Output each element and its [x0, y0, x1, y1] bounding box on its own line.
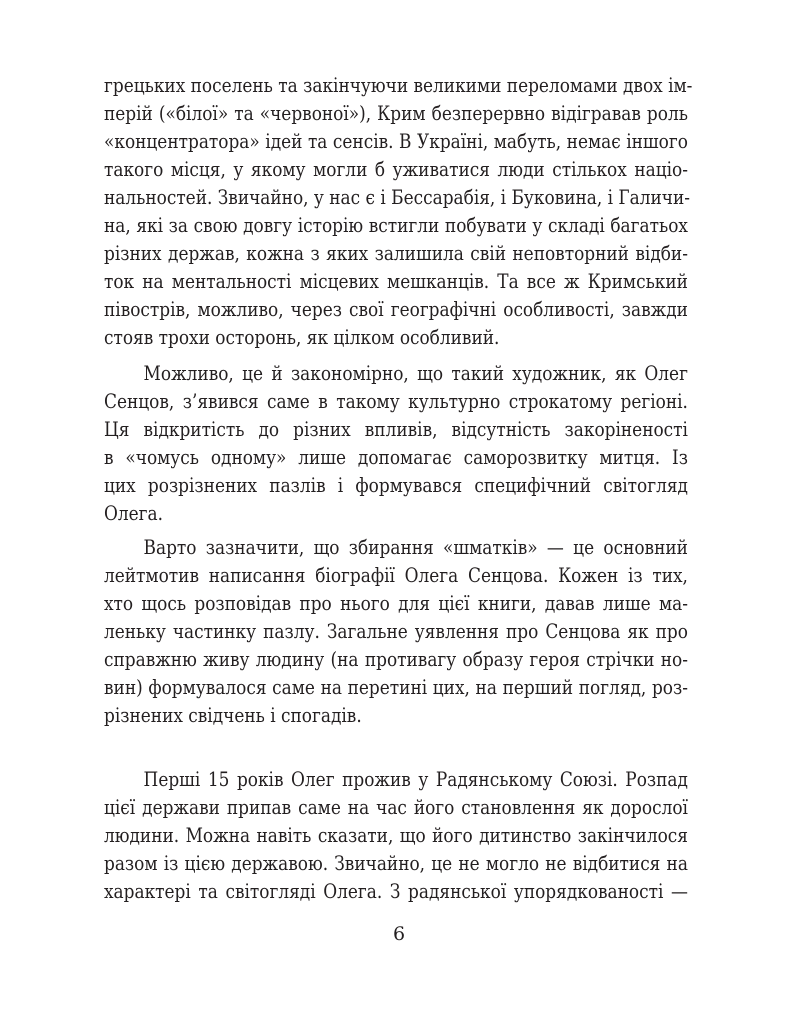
text-line: вин) формувалося саме на перетині цих, на перший погляд, роз-: [104, 676, 688, 699]
text-line: лейтмотив написання біографії Олега Сенцова. Кожен із тих,: [104, 564, 688, 587]
text-line: різнених свідчень і спогадів.: [104, 704, 362, 727]
text-line: грецьких поселень та закінчуючи великими переломами двох ім-: [104, 74, 693, 97]
text-line: в «чомусь одному» лише допомагає саморозвитку митця. Із: [104, 446, 688, 469]
text-line: ток на ментальності місцевих мешканців. Та все ж Кримський: [104, 270, 688, 293]
text-line: Сенцов, з’явився саме в такому культурно строкатому регіоні.: [104, 390, 688, 413]
text-line: Перші 15 років Олег прожив у Радянському Союзі. Розпад: [143, 768, 688, 791]
text-line: разом із цією державою. Звичайно, це не могло не відбитися на: [104, 852, 688, 875]
text-line: нальностей. Звичайно, у нас є і Бессарабія, і Буковина, і Галичи-: [104, 186, 690, 209]
page-number: 6: [392, 923, 406, 945]
text-line: цієї держави припав саме на час його становлення як дорослої: [104, 796, 688, 819]
text-line: перій («білої» та «червоної»), Крим безперервно відігравав роль: [104, 102, 688, 125]
text-line: Можливо, це й закономірно, що такий художник, як Олег: [143, 362, 688, 385]
text-line: Олега.: [104, 502, 164, 525]
text-line: «концентратора» ідей та сенсів. В Україні, мабуть, немає іншого: [104, 130, 688, 153]
text-line: на, які за свою довгу історію встигли побувати у складі багатьох: [104, 214, 688, 237]
text-line: Ця відкритість до різних впливів, відсутність закоріненості: [104, 418, 688, 441]
text-line: цих розрізнених пазлів і формувався специфічний світогляд: [104, 474, 688, 497]
text-line: леньку частинку пазлу. Загальне уявлення про Сенцова як про: [104, 620, 688, 643]
text-line: Варто зазначити, що збирання «шматків» — це основний: [143, 536, 688, 559]
text-line: людини. Можна навіть сказати, що його дитинство закінчилося: [104, 824, 688, 847]
text-line: різних держав, кожна з яких залишила свій неповторний відби-: [104, 242, 688, 265]
text-line: характері та світогляді Олега. З радянської упорядкованості —: [104, 880, 688, 903]
text-line: справжню живу людину (на противагу образу героя стрічки но-: [104, 648, 688, 671]
text-line: півострів, можливо, через свої географічні особливості, завжди: [104, 298, 688, 321]
text-line: стояв трохи осторонь, як цілком особливий.: [104, 326, 500, 349]
text-line: хто щось розповідав про нього для цієї книги, давав лише ма-: [104, 592, 688, 615]
text-line: такого місця, у якому могли б уживатися люди стількох націо-: [104, 158, 688, 181]
